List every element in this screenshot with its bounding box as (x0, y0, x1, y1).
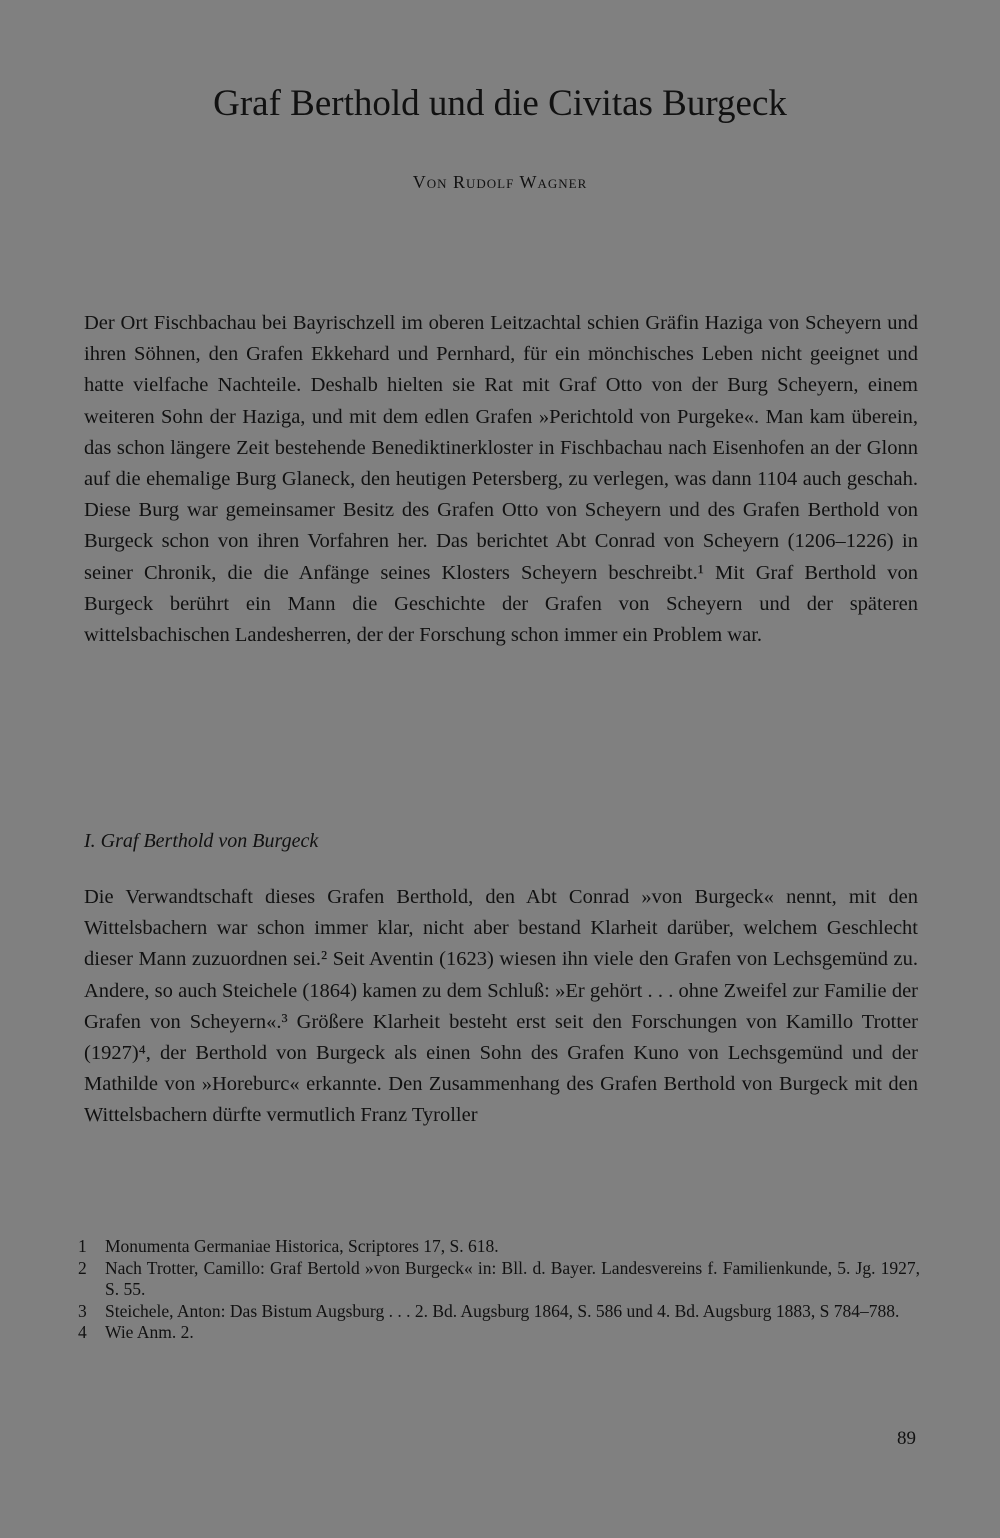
footnote-number: 2 (78, 1257, 87, 1278)
footnote (78, 1236, 920, 1258)
page-number: 89 (897, 1428, 916, 1449)
footnote (78, 1322, 920, 1344)
footnote-text: Nach Trotter, Camillo: Graf Bertold »von Burgeck« in: Bll. d. Bayer. Landesvereins f. Familienkunde, 5. Jg. 1927, S. 55. (105, 1257, 920, 1299)
footnote-text: Monumenta Germaniae Historica, Scriptores 17, S. 618. (105, 1236, 499, 1256)
footnote-number: 3 (78, 1300, 87, 1321)
author-line: Von Rudolf Wagner (412, 172, 588, 192)
footnote-number: 1 (78, 1236, 87, 1256)
footnote-text: Steichele, Anton: Das Bistum Augsburg . . . 2. Bd. Augsburg 1864, S. 586 und 4. Bd. Augsburg 1883, S 784–788. (105, 1300, 900, 1321)
paragraph-1: Der Ort Fischbachau bei Bayrischzell im oberen Leitzachtal schien Gräfin Haziga von Scheyern und ihren Söhnen, den Grafen Ekkehard und Pernhard, für ein mönchisches Leben nicht geeignet und hatte vielfache Nachteile. Deshalb hielten sie Rat mit Graf Otto von der Burg Scheyern, einem weiteren Sohn der Haziga, und mit dem edlen Grafen »Perichtold von Purgeke«. Man kam überein, das schon längere Zeit bestehende Benediktinerkloster in Fischbachau nach Eisenhofen an der Glonn auf die ehemalige Burg Glaneck, den heutigen Petersberg, zu verlegen, was dann 1104 auch geschah. Diese Burg war gemeinsamer Besitz des Grafen Otto von Scheyern und des Grafen Berthold von Burgeck schon von ihren Vorfahren her. Das berichtet Abt Conrad von Scheyern (1206–1226) in seiner Chronik, die die Anfänge seines Klosters Scheyern beschreibt.¹ Mit Graf Berthold von Burgeck berührt ein Mann die Geschichte der Grafen von Scheyern und der späteren wittelsbachischen Landesherren, der der Forschung schon immer ein Problem war. (84, 312, 918, 647)
paragraph-2: Die Verwandtschaft dieses Grafen Berthold, den Abt Conrad »von Burgeck« nennt, mit den Wittelsbachern war schon immer klar, nicht aber bestand Klarheit darüber, welchem Geschlecht dieser Mann zuzuordnen sei.² Seit Aventin (1623) wiesen ihn viele den Grafen von Lechsgemünd zu. Andere, so auch Steichele (1864) kamen zu dem Schluß: »Er gehört . . . ohne Zweifel zur Familie der Grafen von Scheyern«.³ Größere Klarheit besteht erst seit den Forschungen von Kamillo Trotter (1927)⁴, der Berthold von Burgeck als einen Sohn des Grafen Kuno von Lechsgemünd und der Mathilde von »Horeburc« erkannte. Den Zusammenhang des Grafen Berthold von Burgeck mit den Wittelsbachern dürfte vermutlich Franz Tyroller (84, 886, 918, 1127)
section-heading: I. Graf Berthold von Burgeck (84, 830, 319, 852)
footnote-text: Wie Anm. 2. (105, 1322, 194, 1342)
footnote (78, 1258, 920, 1301)
footnote-number: 4 (78, 1322, 87, 1342)
page-title: Graf Berthold und die Civitas Burgeck (213, 83, 787, 124)
footnote (78, 1301, 920, 1323)
footnotes (78, 1236, 920, 1344)
